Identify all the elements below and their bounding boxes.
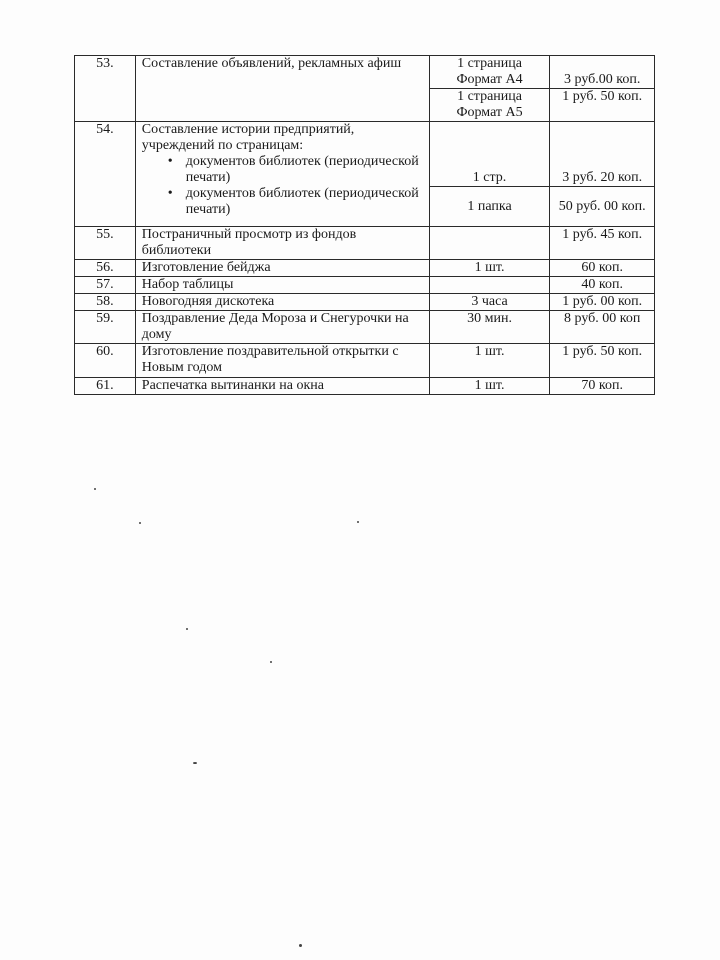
row-quantity: 1 шт.	[429, 378, 550, 395]
row-quantity: 1 шт.	[429, 344, 550, 378]
scan-speck	[94, 488, 96, 490]
row-description: Составление объявлений, рекламных афиш	[135, 56, 429, 122]
row-price: 60 коп.	[550, 260, 655, 277]
row-quantity	[429, 227, 550, 260]
scan-speck	[193, 762, 197, 764]
row-price: 1 руб. 50 коп.	[550, 344, 655, 378]
price-table	[74, 55, 655, 395]
row-quantity	[429, 89, 550, 122]
bullet-item: • документов библиотек (периодической печати)	[168, 154, 423, 186]
table-row	[75, 294, 655, 311]
scan-speck	[139, 522, 141, 524]
row-price: 50 руб. 00 коп.	[550, 187, 655, 227]
row-description: Изготовление поздравительной открытки с Новым годом	[135, 344, 429, 378]
row-price: 1 руб. 00 коп.	[550, 294, 655, 311]
row-price: 70 коп.	[550, 378, 655, 395]
row-description: Поздравление Деда Мороза и Снегурочки на дому	[135, 311, 429, 344]
row-description: Набор таблицы	[135, 277, 429, 294]
table-row	[75, 260, 655, 277]
quantity-line: Формат А4	[456, 72, 523, 87]
table-row	[75, 277, 655, 294]
row-price: 8 руб. 00 коп	[550, 311, 655, 344]
row-price: 40 коп.	[550, 277, 655, 294]
row-quantity	[429, 56, 550, 89]
row-price: 3 руб. 20 коп.	[550, 122, 655, 187]
row-description: Изготовление бейджа	[135, 260, 429, 277]
table-row	[75, 227, 655, 260]
row-number: 61.	[75, 378, 136, 395]
table-row	[75, 378, 655, 395]
table-row	[75, 344, 655, 378]
row-number: 58.	[75, 294, 136, 311]
row-quantity: 3 часа	[429, 294, 550, 311]
row-number: 60.	[75, 344, 136, 378]
description-text: Составление истории предприятий, учреждений по страницам:	[141, 122, 355, 153]
scan-speck	[299, 944, 302, 947]
row-number: 57.	[75, 277, 136, 294]
scan-speck	[186, 628, 188, 630]
row-number: 56.	[75, 260, 136, 277]
row-number: 53.	[75, 56, 136, 122]
table-row	[75, 122, 655, 187]
row-price: 1 руб. 50 коп.	[550, 89, 655, 122]
scan-speck	[270, 661, 272, 663]
row-number: 59.	[75, 311, 136, 344]
row-quantity	[429, 277, 550, 294]
row-description	[135, 122, 429, 227]
row-quantity: 1 стр.	[429, 122, 550, 187]
quantity-line: Формат А5	[456, 105, 523, 120]
table-row	[75, 56, 655, 89]
scan-speck	[357, 521, 359, 523]
row-description: Распечатка вытинанки на окна	[135, 378, 429, 395]
row-quantity: 1 папка	[429, 187, 550, 227]
row-description: Новогодняя дискотека	[135, 294, 429, 311]
row-price: 1 руб. 45 коп.	[550, 227, 655, 260]
quantity-line: 1 страница	[457, 89, 523, 104]
row-number: 55.	[75, 227, 136, 260]
row-price: 3 руб.00 коп.	[550, 56, 655, 89]
row-quantity: 1 шт.	[429, 260, 550, 277]
table-row	[75, 311, 655, 344]
row-description: Постраничный просмотр из фондов библиотеки	[135, 227, 429, 260]
bullet-item: • документов библиотек (периодической печати)	[168, 186, 423, 218]
bullet-list	[142, 154, 423, 218]
row-number: 54.	[75, 122, 136, 227]
row-quantity: 30 мин.	[429, 311, 550, 344]
quantity-line: 1 страница	[457, 56, 523, 71]
